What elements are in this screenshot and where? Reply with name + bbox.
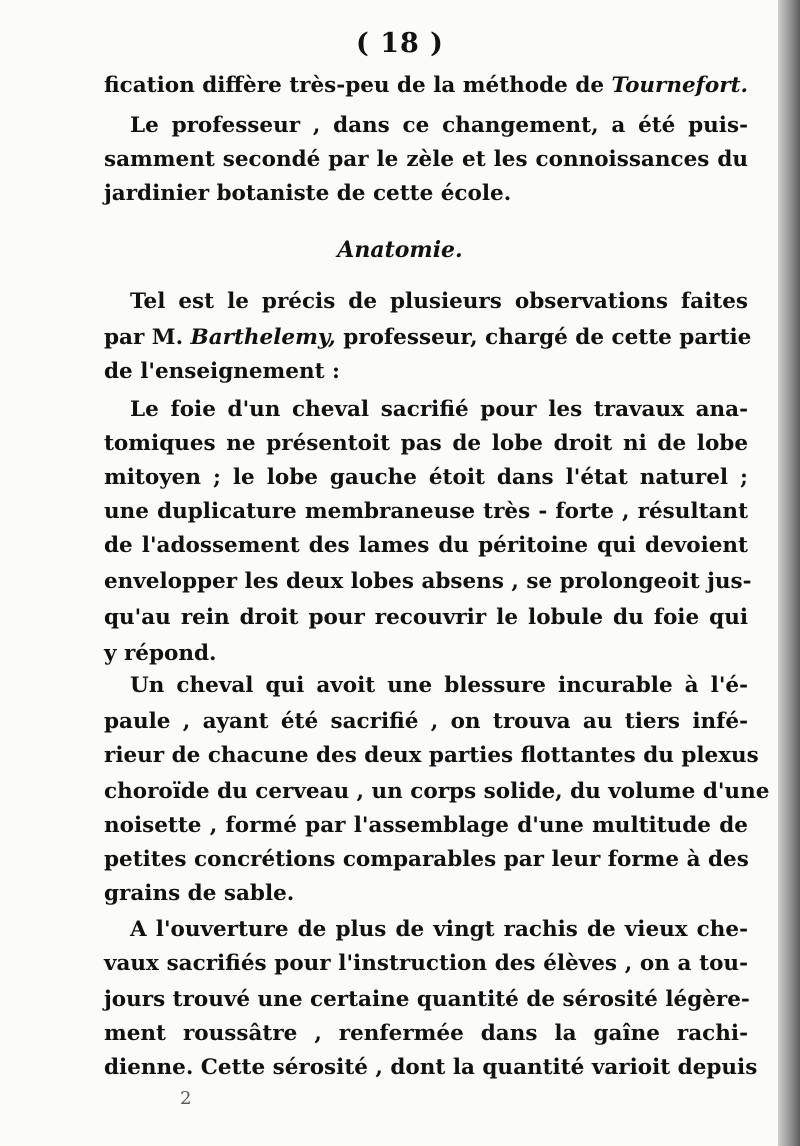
text-line: Le foie d'un cheval sacrifié pour les travaux ana- — [130, 397, 748, 422]
text-line: envelopper les deux lobes absens , se prolongeoit jus- — [104, 569, 752, 594]
italic-name: Barthelemy, — [190, 325, 336, 350]
text-line: petites concrétions comparables par leur forme à des — [104, 847, 749, 872]
section-heading: Anatomie. — [337, 237, 463, 263]
page-gutter-shadow — [778, 0, 800, 1146]
text-line: fication diffère très-peu de la méthode de Tournefort. — [104, 73, 749, 98]
text-line: noisette , formé par l'assemblage d'une multitude de — [104, 813, 748, 838]
text-line: vaux sacrifiés pour l'instruction des élèves , on a tou- — [104, 951, 748, 976]
text-line: dienne. Cette sérosité , dont la quantité varioit depuis — [104, 1055, 758, 1080]
text-line: une duplicature membraneuse très - forte , résultant — [104, 499, 748, 524]
page-number: ( 18 ) — [356, 28, 444, 59]
text-line: jardinier botaniste de cette école. — [104, 181, 512, 206]
text-line: qu'au rein droit pour recouvrir le lobule du foie qui — [104, 605, 748, 630]
text-line: tomiques ne présentoit pas de lobe droit ni de lobe — [104, 431, 748, 456]
signature-mark: 2 — [180, 1088, 192, 1109]
text-line: A l'ouverture de plus de vingt rachis de vieux che- — [130, 917, 748, 942]
text-line: jours trouvé une certaine quantité de sérosité légère- — [104, 987, 750, 1012]
text-line: y répond. — [104, 641, 217, 666]
text-line: grains de sable. — [104, 881, 295, 906]
text-line: Un cheval qui avoit une blessure incurable à l'é- — [130, 673, 748, 698]
text-line: choroïde du cerveau , un corps solide, du volume d'une — [104, 779, 770, 804]
text-line: mitoyen ; le lobe gauche étoit dans l'état naturel ; — [104, 465, 748, 490]
text-line: paule , ayant été sacrifié , on trouva au tiers infé- — [104, 709, 748, 734]
text-line: rieur de chacune des deux parties flottantes du plexus — [104, 743, 759, 768]
text-line: de l'enseignement : — [104, 359, 340, 384]
text-line: par M. Barthelemy, professeur, chargé de cette partie — [104, 325, 752, 350]
italic-name: Tournefort. — [611, 73, 749, 98]
text-line: Le professeur , dans ce changement, a été puis- — [130, 113, 748, 138]
text-line: Tel est le précis de plusieurs observations faites — [130, 289, 748, 314]
text-line: samment secondé par le zèle et les connoissances du — [104, 147, 748, 172]
text-line: de l'adossement des lames du péritoine qui devoient — [104, 533, 748, 558]
text-line: ment roussâtre , renfermée dans la gaîne rachi- — [104, 1021, 748, 1046]
